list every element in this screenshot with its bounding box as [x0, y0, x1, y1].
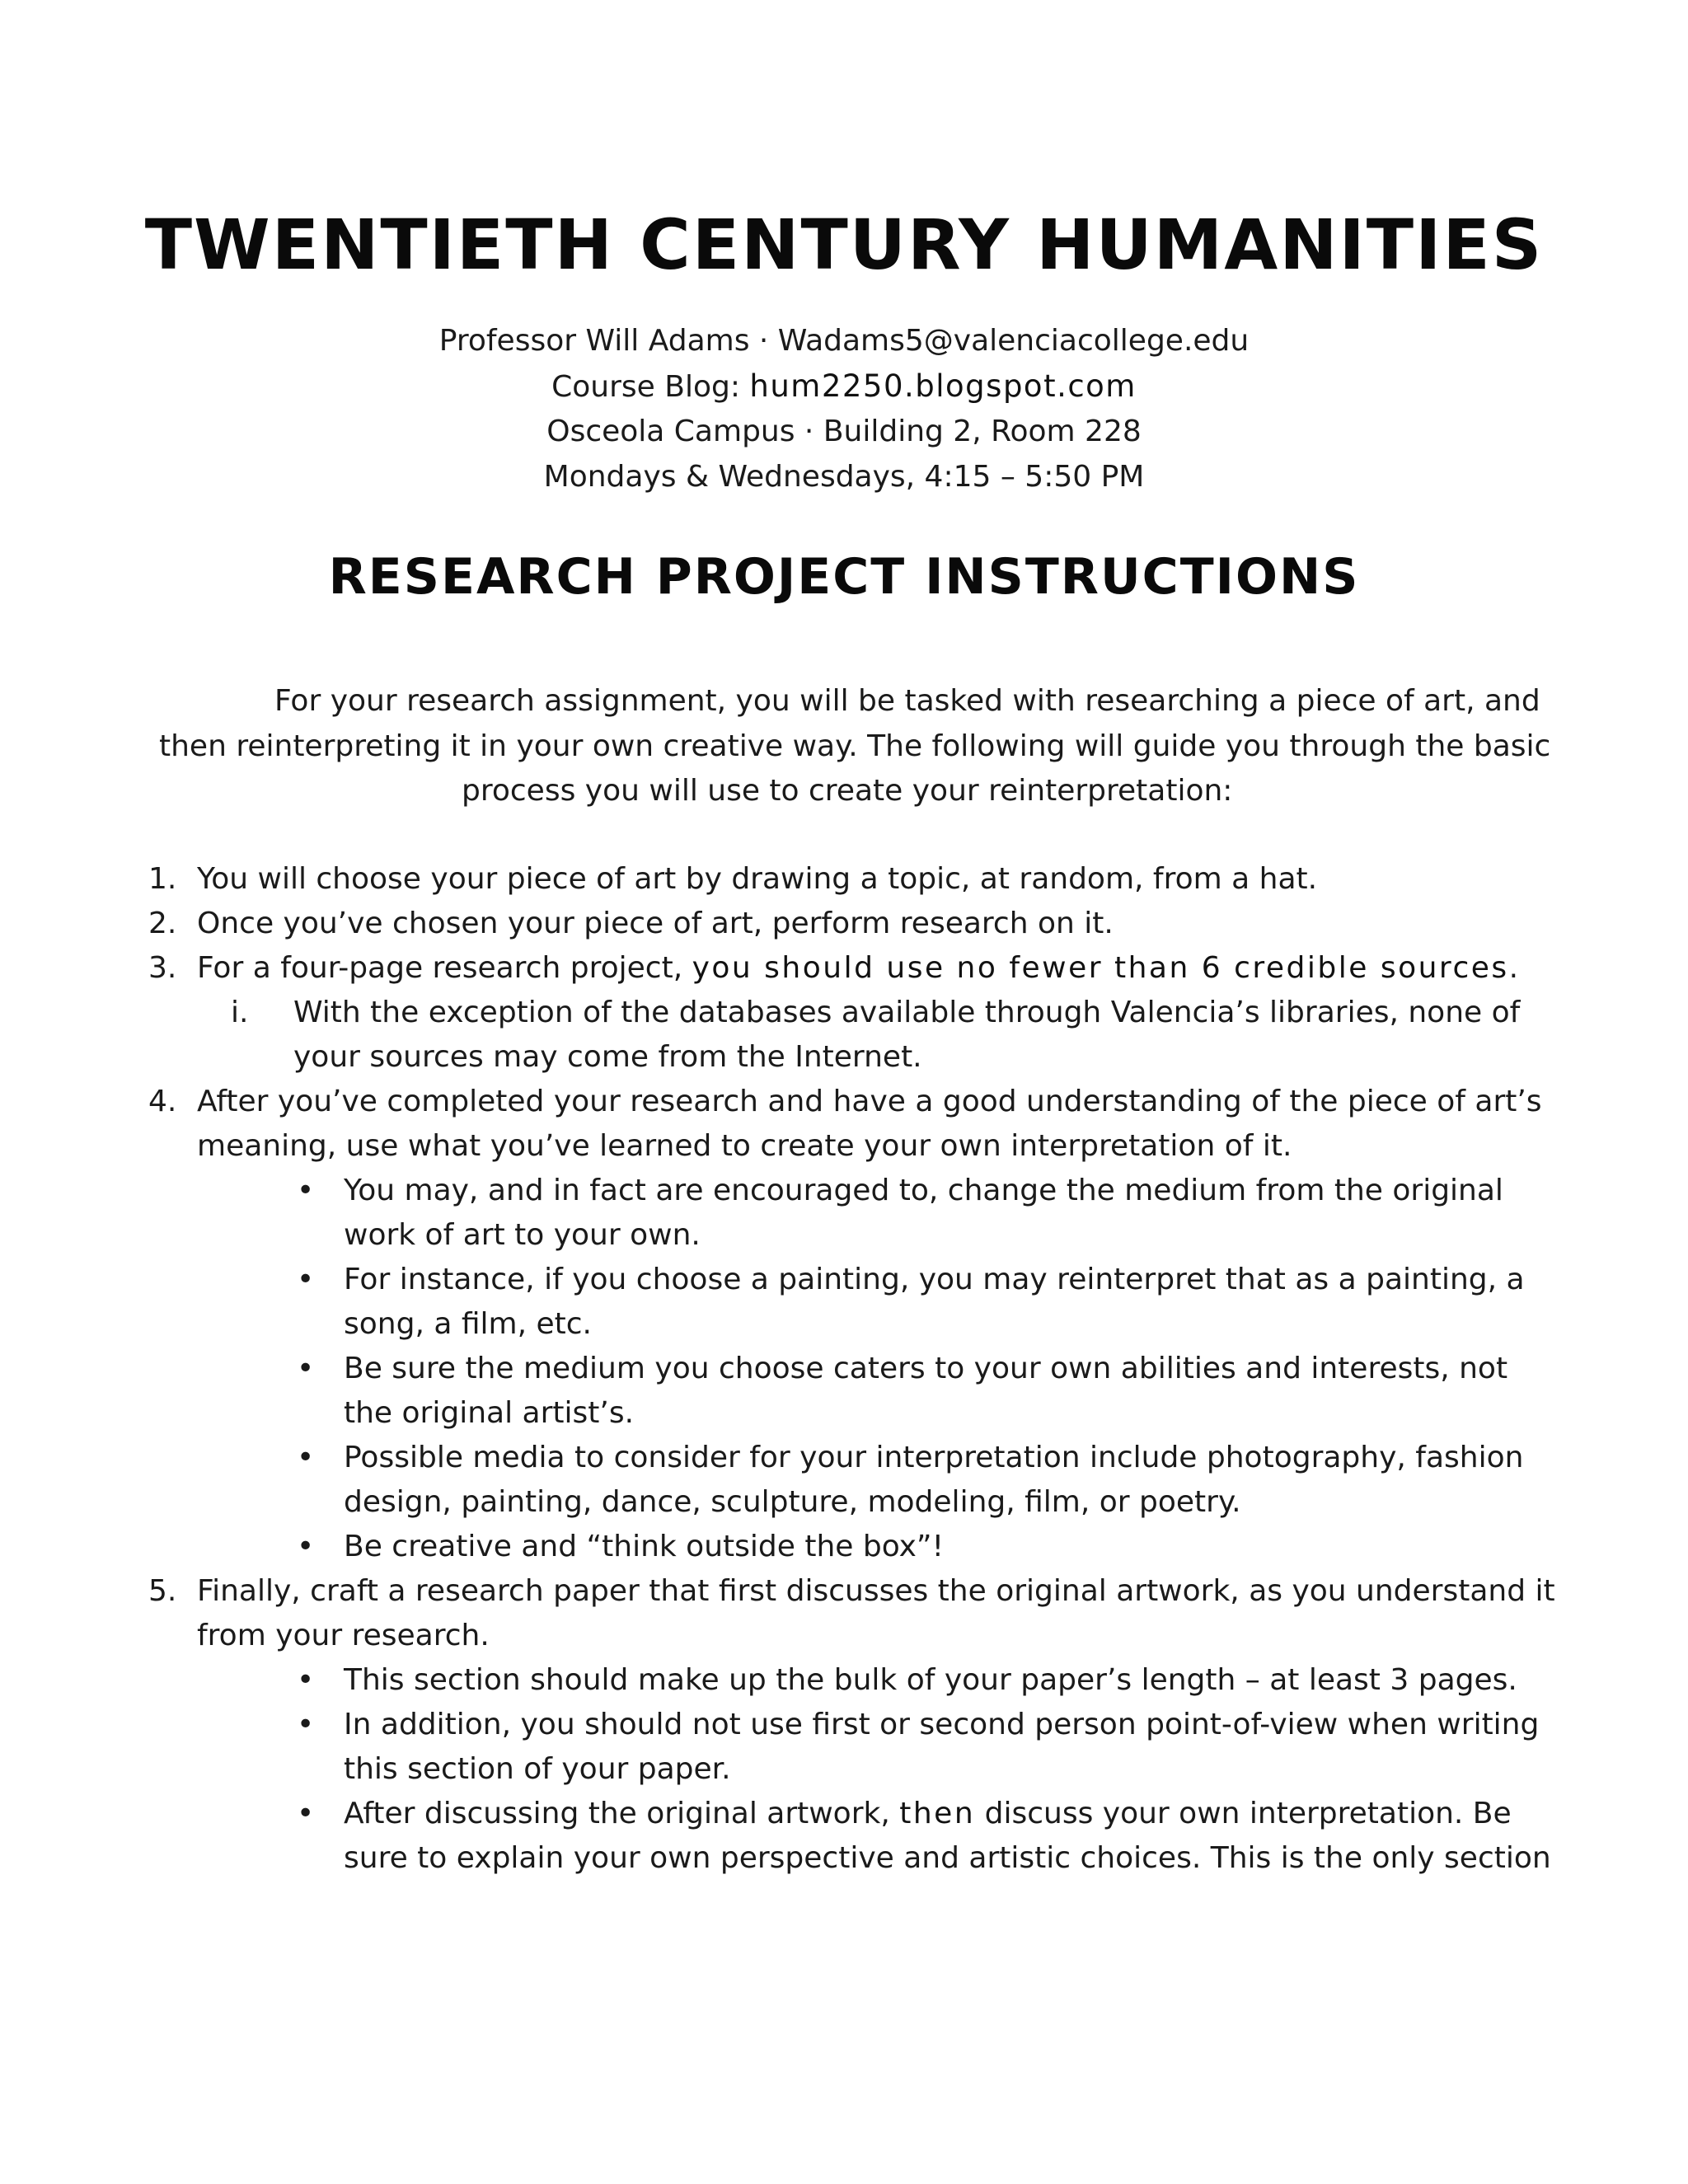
bullet-icon: • — [297, 1708, 315, 1741]
step-4-bullet-2-line-2: song, a film, etc. — [344, 1307, 592, 1341]
step-4-bullet-1-line-1: You may, and in fact are encouraged to, change the medium from the original — [344, 1174, 1503, 1207]
step-4-number: 4. — [148, 1085, 177, 1118]
step-2-text: Once you’ve chosen your piece of art, perform research on it. — [197, 907, 1114, 940]
intro-line-2: then reinterpreting it in your own creative way. The following will guide you through the basic — [159, 729, 1551, 763]
bullet-icon: • — [297, 1797, 315, 1830]
bullet-icon: • — [297, 1263, 315, 1296]
section-title: RESEARCH PROJECT INSTRUCTIONS — [328, 548, 1360, 606]
step-3-emphasis: you should use no fewer than 6 credible sources — [692, 951, 1509, 985]
step-3-text — [197, 951, 1519, 985]
bullet-icon: • — [297, 1352, 315, 1385]
step-4-bullet-3-line-1: Be sure the medium you choose caters to your own abilities and interests, not — [344, 1352, 1508, 1385]
bullet-icon: • — [297, 1174, 315, 1207]
step-5-bullet-1-line-1: This section should make up the bulk of your paper’s length – at least 3 pages. — [344, 1663, 1517, 1697]
bullet-icon: • — [297, 1663, 315, 1697]
step-5-bullet-3-emphasis: then — [899, 1797, 976, 1830]
step-3-number: 3. — [148, 951, 177, 985]
course-title: TWENTIETH CENTURY HUMANITIES — [144, 204, 1544, 285]
step-5-line-2: from your research. — [197, 1619, 490, 1652]
step-1-number: 1. — [148, 862, 177, 896]
bullet-icon: • — [297, 1530, 315, 1563]
step-3-text-start: For a four-page research project, — [197, 951, 692, 985]
intro-line-1: For your research assignment, you will be tasked with researching a piece of art, and — [274, 684, 1540, 718]
class-schedule-line: Mondays & Wednesdays, 4:15 – 5:50 PM — [543, 460, 1145, 494]
step-5-bullet-2-line-2: this section of your paper. — [344, 1752, 731, 1786]
step-5-bullet-3-text-end: discuss your own interpretation. Be — [975, 1797, 1512, 1830]
step-5-bullet-3-line-1 — [344, 1799, 1512, 1829]
step-5-bullet-3-text-start: After discussing the original artwork, — [344, 1797, 900, 1830]
step-2-number: 2. — [148, 907, 177, 940]
campus-location-line: Osceola Campus · Building 2, Room 228 — [546, 415, 1142, 448]
step-3-sub-line-1: With the exception of the databases available through Valencia’s libraries, none of — [293, 996, 1521, 1029]
step-5-number: 5. — [148, 1574, 177, 1608]
step-4-bullet-4-line-2: design, painting, dance, sculpture, modeling, film, or poetry. — [344, 1485, 1241, 1519]
professor-contact-line: Professor Will Adams · Wadams5@valenciacollege.edu — [438, 324, 1250, 358]
step-5-line-1: Finally, craft a research paper that first discusses the original artwork, as you understand it — [197, 1574, 1555, 1608]
course-blog-link[interactable]: hum2250.blogspot.com — [749, 368, 1137, 404]
step-5-bullet-2-line-1: In addition, you should not use first or second person point-of-view when writing — [344, 1708, 1540, 1741]
bullet-icon: • — [297, 1441, 315, 1474]
step-4-bullet-5-line-1: Be creative and “think outside the box”! — [344, 1530, 945, 1563]
step-4-bullet-1-line-2: work of art to your own. — [344, 1218, 701, 1252]
course-blog-line — [0, 368, 1688, 404]
step-4-line-1: After you’ve completed your research and have a good understanding of the piece of art’s — [197, 1085, 1542, 1118]
step-1-text: You will choose your piece of art by drawing a topic, at random, from a hat. — [197, 862, 1318, 896]
step-3-text-end: . — [1508, 951, 1519, 985]
course-blog-label: Course Blog: — [551, 370, 750, 404]
step-4-bullet-2-line-1: For instance, if you choose a painting, you may reinterpret that as a painting, a — [344, 1263, 1525, 1296]
step-3-sub-line-2: your sources may come from the Internet. — [293, 1040, 922, 1074]
step-4-bullet-4-line-1: Possible media to consider for your interpretation include photography, fashion — [344, 1441, 1524, 1474]
step-3-sub-number: i. — [231, 996, 249, 1029]
intro-line-3: process you will use to create your reinterpretation: — [462, 774, 1233, 808]
step-4-line-2: meaning, use what you’ve learned to create your own interpretation of it. — [197, 1129, 1292, 1163]
step-5-bullet-3-line-2: sure to explain your own perspective and artistic choices. This is the only section — [344, 1841, 1551, 1875]
step-4-bullet-3-line-2: the original artist’s. — [344, 1396, 635, 1430]
